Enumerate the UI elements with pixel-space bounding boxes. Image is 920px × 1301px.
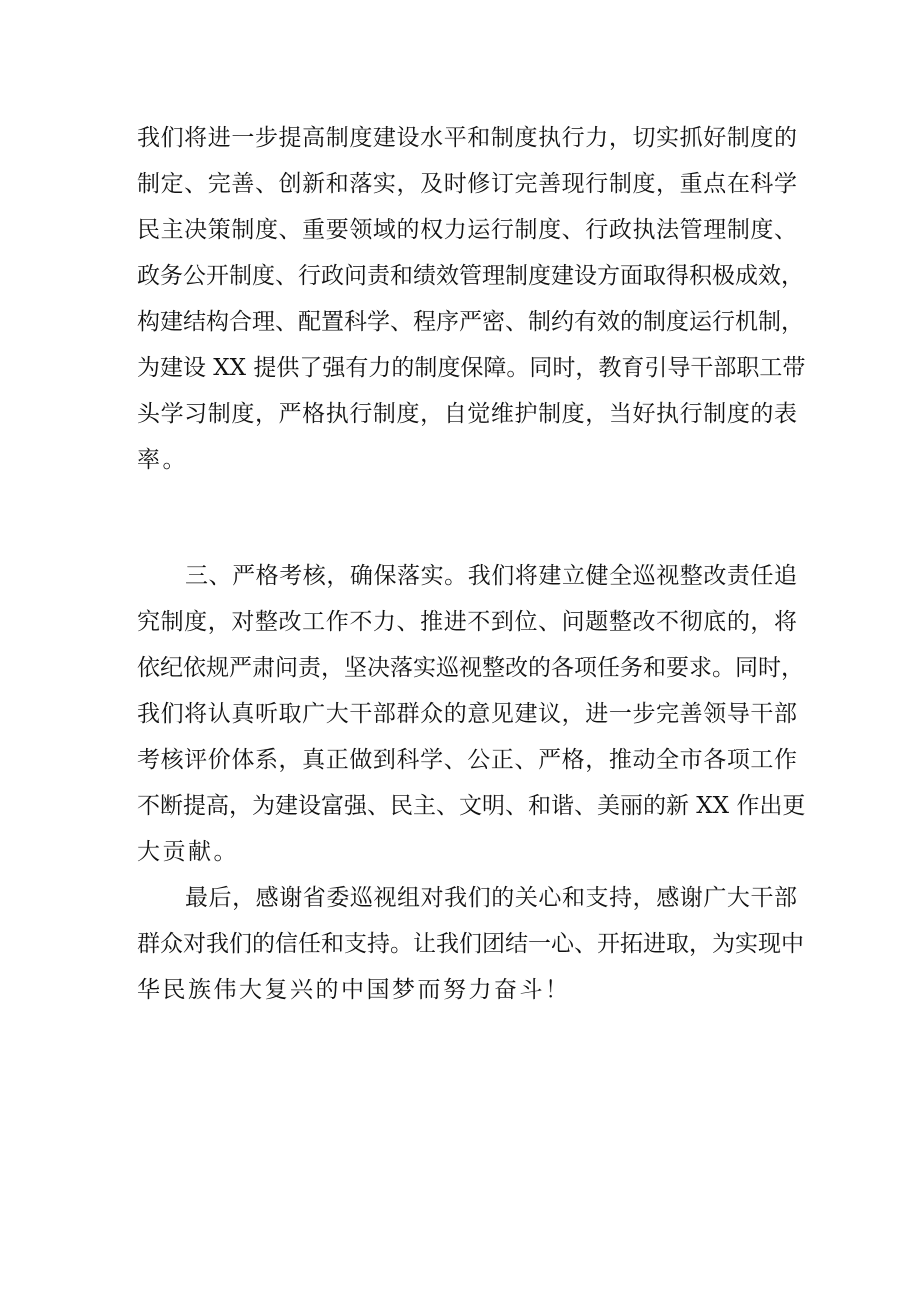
text-line: 华民族伟大复兴的中国梦而努力奋斗！ bbox=[137, 977, 571, 1003]
text-line: 究制度，对整改工作不力、推进不到位、问题整改不彻底的，将 bbox=[137, 609, 797, 635]
text-line: 率。 bbox=[137, 447, 188, 473]
paragraph-strict-assessment bbox=[137, 558, 806, 880]
text-line: 政务公开制度、行政问责和绩效管理制度建设方面取得积极成效， bbox=[137, 263, 804, 289]
text-line: 制定、完善、创新和落实，及时修订完善现行制度，重点在科学 bbox=[137, 171, 797, 197]
text-line: 群众对我们的信任和支持。让我们团结一心、开拓进取，为实现中 bbox=[137, 931, 804, 957]
paragraph-closing-thanks bbox=[137, 880, 804, 1018]
text-line: 大贡献。 bbox=[137, 839, 239, 865]
text-line: 我们将认真听取广大干部群众的意见建议，进一步完善领导干部 bbox=[137, 701, 797, 727]
text-line: 最后，感谢省委巡视组对我们的关心和支持，感谢广大干部 bbox=[185, 885, 797, 911]
text-line: 不断提高，为建设富强、民主、文明、和谐、美丽的新 XX 作出更 bbox=[137, 793, 806, 819]
text-line: 我们将进一步提高制度建设水平和制度执行力，切实抓好制度的 bbox=[137, 125, 797, 151]
text-line: 民主决策制度、重要领域的权力运行制度、行政执法管理制度、 bbox=[137, 217, 797, 243]
text-line: 三、严格考核，确保落实。我们将建立健全巡视整改责任追 bbox=[185, 563, 797, 589]
text-line: 为建设 XX 提供了强有力的制度保障。同时，教育引导干部职工带 bbox=[137, 355, 806, 381]
text-line: 依纪依规严肃问责，坚决落实巡视整改的各项任务和要求。同时， bbox=[137, 655, 804, 681]
paragraph-institution-building bbox=[137, 120, 806, 488]
text-line: 构建结构合理、配置科学、程序严密、制约有效的制度运行机制， bbox=[137, 309, 804, 335]
text-line: 头学习制度，严格执行制度，自觉维护制度，当好执行制度的表 bbox=[137, 401, 797, 427]
text-line: 考核评价体系，真正做到科学、公正、严格，推动全市各项工作 bbox=[137, 747, 797, 773]
